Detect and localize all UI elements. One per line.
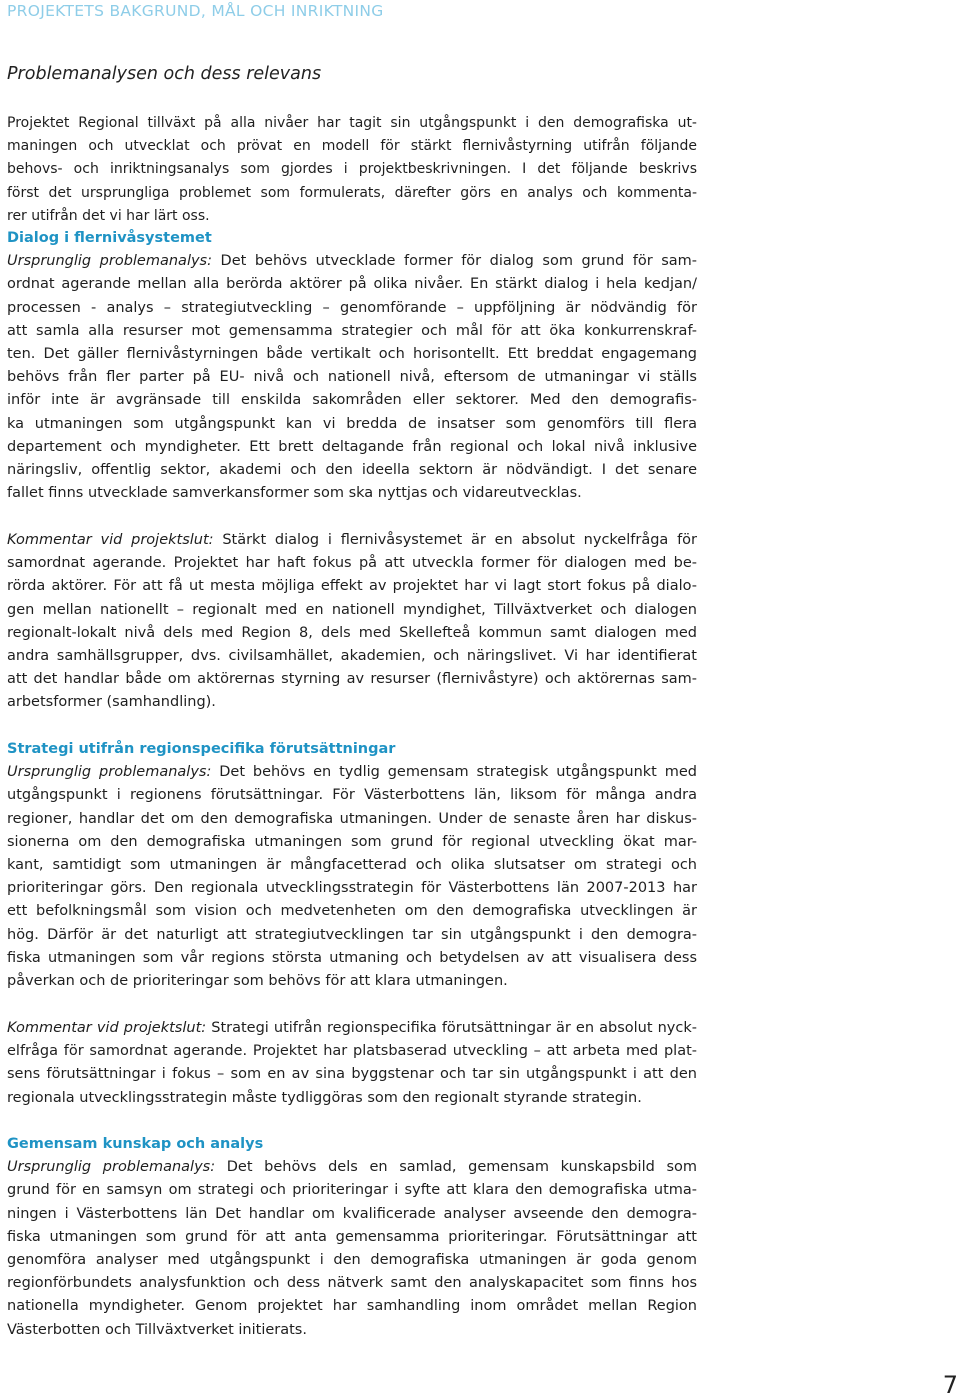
text-line: [7, 1249, 697, 1272]
line-text: regionförbundets analysfunktion och dess nätverk samt den analyskapacitet som finns hos: [7, 1275, 697, 1292]
line-text: elfråga för samordnat agerande. Projektet har platsbaserad utveckling – att arbeta med plat-: [7, 1043, 697, 1060]
line-text: ett befolkningsmål som vision och medvetenheten om den demografiska utvecklingen är: [7, 903, 697, 920]
line-text: regioner, handlar det om den demografiska utmaningen. Under de senaste åren har diskus-: [7, 810, 697, 827]
text-line: [7, 900, 697, 923]
line-text: ningen i Västerbottens län Det handlar om kvalificerade analyser avseende den demogra-: [7, 1205, 697, 1222]
dialog-section: [7, 227, 697, 505]
strategy-section: [7, 738, 697, 993]
line-text: att samla alla resurser mot gemensamma strategier och mål för att öka konkurrenskraf-: [7, 322, 697, 339]
line-text: departement och myndigheter. Ett brett deltagande från regional och lokal nivå inklusive: [7, 438, 697, 455]
text-line: [7, 389, 697, 412]
text-line: [7, 924, 697, 947]
text-line: [7, 877, 697, 900]
running-head: PROJEKTETS BAKGRUND, MÅL OCH INRIKTNING: [7, 2, 384, 20]
dialog-comment-body: [7, 529, 697, 715]
line-text: genomföra analyser med utgångspunkt i den demografiska utmaningen är goda genom: [7, 1251, 697, 1268]
text-line: [7, 1040, 697, 1063]
line-text: Det behövs utvecklade former för dialog som grund för sam-: [212, 253, 698, 270]
line-text: prioriteringar görs. Den regionala utvecklingsstrategin för Västerbottens län 2007-2013 har: [7, 880, 697, 897]
line-text: gen mellan nationellt – regionalt med en nationell myndighet, Tillväxtverket och dialogen: [7, 601, 697, 618]
line-text: fiska utmaningen som grund för att anta gemensamma prioriteringar. Förutsättningar att: [7, 1228, 697, 1245]
line-text: behovs- och inriktningsanalys som gjordes i projektbeskrivningen. I det följande beskrivs: [7, 161, 697, 178]
text-line: [7, 575, 697, 598]
line-text: maningen och utvecklat och prövat en modell för stärkt flernivåstyrning utifrån följande: [7, 138, 697, 155]
intro-paragraph: [7, 112, 697, 228]
text-line: [7, 297, 697, 320]
line-text: andra samhällsgrupper, dvs. civilsamhället, akademien, och näringslivet. Vi har identifierat: [7, 647, 697, 664]
strategy-heading: Strategi utifrån regionspecifika förutsättningar: [7, 741, 396, 757]
line-text: att det handlar både om aktörernas styrning av resurser (flernivåstyre) och aktörernas sam-: [7, 671, 697, 688]
text-line: [7, 1226, 697, 1249]
text-line: [7, 552, 697, 575]
line-text: sionerna om den demografiska utmaningen som grund för regional utveckling ökat mar-: [7, 833, 697, 850]
text-line: [7, 761, 697, 784]
text-line: [7, 366, 697, 389]
line-text: påverkan och de prioriteringar som behövs för att klara utmaningen.: [7, 972, 508, 989]
text-line: [7, 970, 697, 993]
knowledge-body: [7, 1156, 697, 1342]
text-line: [7, 1272, 697, 1295]
line-text: rer utifrån det vi har lärt oss.: [7, 207, 210, 224]
line-text: Strategi utifrån regionspecifika förutsättningar är en absolut nyck-: [206, 1020, 697, 1036]
text-line: [7, 808, 697, 831]
text-line: [7, 529, 697, 552]
section-title: Problemanalysen och dess relevans: [7, 64, 322, 84]
line-text: arbetsformer (samhandling).: [7, 694, 216, 711]
strategy-comment: [7, 1017, 697, 1110]
text-line: [7, 413, 697, 436]
line-text: inför inte är avgränsade till enskilda sakområden eller sektorer. Med den demografis-: [7, 392, 697, 409]
line-text: ordnat agerande mellan alla berörda aktörer på olika nivåer. En stärkt dialog i hela kedjan/: [7, 276, 697, 293]
line-text: behövs från fler parter på EU- nivå och nationell nivå, eftersom de utmaningar vi ställs: [7, 369, 697, 386]
line-text: ka utmaningen som utgångspunkt kan vi bredda de insatser som genomförs till flera: [7, 415, 697, 432]
text-line: [7, 784, 697, 807]
line-text: regionala utvecklingsstrategin måste tydliggöras som den regionalt styrande strategin.: [7, 1089, 642, 1106]
text-line: [7, 1179, 697, 1202]
line-text: Det behövs dels en samlad, gemensam kunskapsbild som: [215, 1159, 697, 1176]
text-line: [7, 691, 697, 714]
text-line: [7, 250, 697, 273]
text-line: [7, 831, 697, 854]
text-line: [7, 320, 697, 343]
line-text: ten. Det gäller flernivåstyrningen både vertikalt och horisontellt. Ett breddat engagemang: [7, 345, 697, 362]
text-line: [7, 112, 697, 135]
text-line: [7, 205, 697, 228]
text-line: [7, 343, 697, 366]
text-line: [7, 599, 697, 622]
dialog-body: [7, 250, 697, 505]
text-line: [7, 1017, 697, 1040]
page-number: 7: [942, 1371, 958, 1399]
text-line: [7, 1203, 697, 1226]
text-line: [7, 1063, 697, 1086]
text-line: [7, 854, 697, 877]
text-line: [7, 947, 697, 970]
line-text: Västerbotten och Tillväxtverket initierats.: [7, 1321, 307, 1338]
lead-label: Kommentar vid projektslut:: [7, 1020, 207, 1036]
line-text: samordnat agerande. Projektet har haft fokus på att utveckla former för dialogen med be-: [7, 555, 697, 572]
text-line: [7, 459, 697, 482]
text-line: [7, 273, 697, 296]
knowledge-heading: Gemensam kunskap och analys: [7, 1136, 264, 1152]
line-text: Det behövs en tydlig gemensam strategisk utgångspunkt med: [211, 764, 697, 781]
text-line: [7, 622, 697, 645]
line-text: fiska utmaningen som vår regions största utmaning och betydelsen av att visualisera dess: [7, 949, 697, 966]
line-text: näringsliv, offentlig sektor, akademi och den ideella sektorn är nödvändigt. I det senare: [7, 461, 697, 478]
text-line: [7, 1319, 697, 1342]
dialog-heading: Dialog i flernivåsystemet: [7, 230, 212, 246]
line-text: Stärkt dialog i flernivåsystemet är en absolut nyckelfråga för: [213, 532, 698, 548]
line-text: grund för en samsyn om strategi och prioriteringar i syfte att klara den demografiska utma-: [7, 1182, 697, 1199]
dialog-comment: [7, 529, 697, 715]
line-text: sens förutsättningar i fokus – som en av sina byggstenar och tar sin utgångspunkt i att den: [7, 1066, 697, 1083]
line-text: fallet finns utvecklade samverkansformer som ska nyttjas och vidareutvecklas.: [7, 485, 582, 502]
text-line: [7, 1087, 697, 1110]
line-text: kant, samtidigt som utmaningen är mångfacetterad och olika slutsatser om strategi och: [7, 856, 697, 873]
line-text: rörda aktörer. För att få ut mesta möjliga effekt av projektet har vi lagt stort fokus på dialo-: [7, 578, 697, 595]
line-text: nationella myndigheter. Genom projektet har samhandling inom området mellan Region: [7, 1298, 697, 1315]
text-line: [7, 645, 697, 668]
text-line: [7, 436, 697, 459]
line-text: utgångspunkt i regionens förutsättningar. För Västerbottens län, liksom för många andra: [7, 787, 697, 804]
line-text: först det ursprungliga problemet som formulerats, därefter görs en analys och kommenta-: [7, 184, 697, 201]
text-line: [7, 668, 697, 691]
line-text: Projektet Regional tillväxt på alla nivåer har tagit sin utgångspunkt i den demografiska ut-: [7, 115, 697, 131]
text-line: [7, 182, 697, 205]
line-text: processen - analys – strategiutveckling – genomförande – uppföljning är nödvändig för: [7, 299, 697, 316]
lead-label: Ursprunglig problemanalys:: [7, 764, 212, 781]
text-line: [7, 158, 697, 181]
text-line: [7, 1295, 697, 1318]
strategy-body: [7, 761, 697, 993]
lead-label: Ursprunglig problemanalys:: [7, 1159, 216, 1176]
line-text: hög. Därför är det naturligt att strategiutvecklingen tar sin utgångspunkt i den demogra-: [7, 926, 697, 943]
strategy-comment-body: [7, 1017, 697, 1110]
knowledge-section: [7, 1133, 697, 1342]
text-line: [7, 1156, 697, 1179]
lead-label: Ursprunglig problemanalys:: [7, 253, 212, 270]
text-line: [7, 135, 697, 158]
lead-label: Kommentar vid projektslut:: [7, 532, 214, 548]
text-line: [7, 482, 697, 505]
line-text: regionalt-lokalt nivå dels med Region 8, dels med Skellefteå kommun samt dialogen med: [7, 624, 697, 641]
